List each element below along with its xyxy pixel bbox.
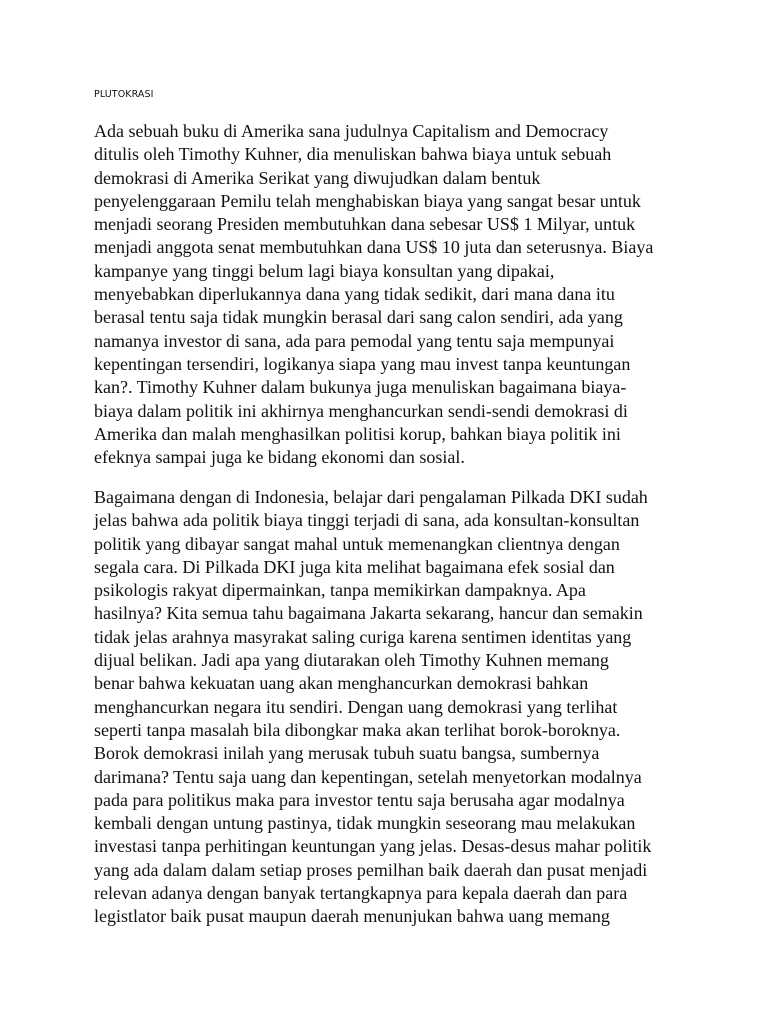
text-line: menghancurkan negara itu sendiri. Dengan uang demokrasi yang terlihat <box>94 696 618 717</box>
text-line: segala cara. Di Pilkada DKI juga kita melihat bagaimana efek sosial dan <box>94 556 615 577</box>
text-line: menjadi seorang Presiden membutuhkan dana sebesar US$ 1 Milyar, untuk <box>94 214 636 235</box>
text-line: psikologis rakyat dipermainkan, tanpa memikirkan dampaknya. Apa <box>94 580 586 601</box>
text-line: penyelenggaraan Pemilu telah menghabiskan biaya yang sangat besar untuk <box>94 190 641 211</box>
text-line: pada para politikus maka para investor tentu saja berusaha agar modalnya <box>94 789 625 810</box>
text-line: relevan adanya dengan banyak tertangkapnya para kepala daerah dan para <box>94 883 628 904</box>
text-line: Bagaimana dengan di Indonesia, belajar dari pengalaman Pilkada DKI sudah <box>94 487 648 507</box>
text-line: yang ada dalam dalam setiap proses pemilhan baik daerah dan pusat menjadi <box>94 859 648 880</box>
text-line: politik yang dibayar sangat mahal untuk memenangkan clientnya dengan <box>94 533 620 554</box>
document-title: PLUTOKRASI <box>94 89 154 100</box>
text-line: berasal tentu saja tidak mungkin berasal dari sang calon sendiri, ada yang <box>94 307 623 328</box>
text-line: investasi tanpa perhitingan keuntungan yang jelas. Desas-desus mahar politik <box>94 836 652 857</box>
text-line: hasilnya? Kita semua tahu bagaimana Jakarta sekarang, hancur dan semakin <box>94 603 643 624</box>
text-line: tidak jelas arahnya masyrakat saling curiga karena sentimen identitas yang <box>94 626 632 647</box>
text-line: Amerika dan malah menghasilkan politisi korup, bahkan biaya politik ini <box>94 423 621 444</box>
text-line: kan?. Timothy Kuhner dalam bukunya juga menuliskan bagaimana biaya- <box>94 377 627 398</box>
text-line: kampanye yang tinggi belum lagi biaya konsultan yang dipakai, <box>94 260 555 281</box>
text-line: demokrasi di Amerika Serikat yang diwujudkan dalam bentuk <box>94 167 541 188</box>
text-line: namanya investor di sana, ada para pemodal yang tentu saja mempunyai <box>94 330 615 351</box>
text-line: menyebabkan diperlukannya dana yang tidak sedikit, dari mana dana itu <box>94 284 615 305</box>
text-line: ditulis oleh Timothy Kuhner, dia menuliskan bahwa biaya untuk sebuah <box>94 144 612 165</box>
paragraph-2 <box>94 486 651 929</box>
text-line: kepentingan tersendiri, logikanya siapa yang mau invest tanpa keuntungan <box>94 353 631 374</box>
paragraph-1 <box>94 120 653 469</box>
text-line: efeknya sampai juga ke bidang ekonomi dan sosial. <box>94 447 465 468</box>
text-line: biaya dalam politik ini akhirnya menghancurkan sendi-sendi demokrasi di <box>94 400 628 421</box>
text-line: seperti tanpa masalah bila dibongkar maka akan terlihat borok-boroknya. <box>94 719 621 740</box>
text-line: menjadi anggota senat membutuhkan dana US$ 10 juta dan seterusnya. Biaya <box>94 237 654 258</box>
text-line: kembali dengan untung pastinya, tidak mungkin seseorang mau melakukan <box>94 813 636 834</box>
text-line: Ada sebuah buku di Amerika sana judulnya Capitalism and Democracy <box>94 121 609 141</box>
text-line: legistlator baik pusat maupun daerah menunjukan bahwa uang memang <box>94 906 610 927</box>
text-line: dijual belikan. Jadi apa yang diutarakan oleh Timothy Kuhnen memang <box>94 650 609 671</box>
text-line: darimana? Tentu saja uang dan kepentingan, setelah menyetorkan modalnya <box>94 766 642 787</box>
text-line: benar bahwa kekuatan uang akan menghancurkan demokrasi bahkan <box>94 673 589 694</box>
text-line: Borok demokrasi inilah yang merusak tubuh suatu bangsa, sumbernya <box>94 743 600 764</box>
text-line: jelas bahwa ada politik biaya tinggi terjadi di sana, ada konsultan-konsultan <box>94 510 640 531</box>
